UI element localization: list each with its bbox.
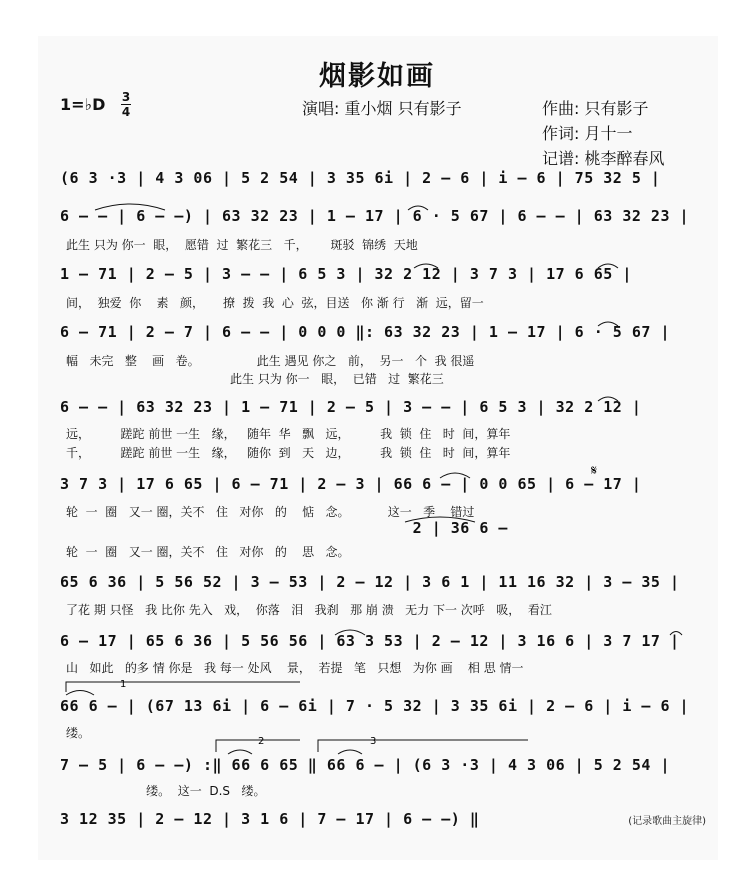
lyric-line-2: 此生 只为 你一 眼， 愿错 过 繁花三 千， 斑驳 锦绣 天地	[66, 238, 418, 252]
lyric-line-7: 了花 期 只怪 我 比你 先入 戏， 你落 泪 我刹 那 崩 溃 无力 下一 次呼 吸， 看江	[66, 603, 552, 617]
score-line-4: 6 – 71 | 2 – 7 | 6 – – | 0 0 0 ‖: 63 32 23 | 1 – 17 | 6 · 5 67 |	[60, 323, 670, 341]
time-signature-top: 3	[121, 90, 131, 104]
score-line-1: (6 3 ·3 | 4 3 06 | 5 2 54 | 3 35 6i | 2 – 6 | i – 6 | 75 32 5 |	[60, 169, 661, 187]
composer-credit: 作曲: 只有影子	[542, 99, 649, 118]
lyric-line-3: 间， 独爱 你 素 颜， 撩 拨 我 心 弦，目送 你 渐 行 渐 远，留一	[66, 296, 484, 310]
lyric-line-5a: 远， 蹉跎 前世 一生 缘， 随年 华 飘 远， 我 锁 住 时 间，算年	[66, 427, 511, 441]
score-line-2: 6 – – | 6 – –) | 63 32 23 | 1 – 17 | 6 · 5 67 | 6 – – | 63 32 23 |	[60, 207, 690, 225]
score-line-8: 6 – 17 | 65 6 36 | 5 56 56 | 63 3 53 | 2 – 12 | 3 16 6 | 3 7 17 |	[60, 632, 680, 650]
lyric-line-4a: 幅 未完 整 画 卷。 此生 遇见 你之 前， 另一 个 我 很遥	[66, 354, 475, 368]
volta-number-3: 3	[370, 736, 377, 747]
lyricist-credit: 作词: 月十一	[542, 124, 633, 143]
score-line-6-alt: 2 | 36 6 –	[60, 519, 518, 537]
lyric-line-9: 缕。	[66, 726, 91, 740]
score-line-3: 1 – 71 | 2 – 5 | 3 – – | 6 5 3 | 32 2 12 | 3 7 3 | 17 6 65 |	[60, 265, 632, 283]
lyric-line-10: 缕。 这一 D.S 缕。	[66, 784, 266, 798]
score-line-9: 66 6 – | (67 13 6i | 6 – 6i | 7 · 5 32 | 3 35 6i | 2 – 6 | i – 6 |	[60, 697, 690, 715]
lyric-line-6: 轮 一 圈 又一 圈，关不 住 对你 的 惦 念。 这一 季 错过	[66, 505, 475, 519]
lyric-line-8: 山 如此 的多 情 你是 我 每一 处风 景， 若提 笔 只想 为你 画 相 思 情一	[66, 661, 524, 675]
lyric-line-4b: 此生 只为 你一 眼， 已错 过 繁花三	[66, 372, 444, 386]
lyric-line-5b: 千， 蹉跎 前世 一生 缘， 随你 到 天 边， 我 锁 住 时 间，算年	[66, 446, 511, 460]
score-line-11: 3 12 35 | 2 – 12 | 3 1 6 | 7 – 17 | 6 – –) ‖	[60, 810, 480, 828]
time-signature	[121, 91, 131, 118]
score-line-10: 7 – 5 | 6 – –) :‖ 66 6 65 ‖ 66 6 – | (6 3 ·3 | 4 3 06 | 5 2 54 |	[60, 756, 670, 774]
time-signature-bottom: 4	[121, 105, 131, 119]
volta-number-2: 2	[258, 736, 265, 747]
transcriber-credit: 记谱: 桃李醉春风	[542, 149, 665, 168]
score-line-7: 65 6 36 | 5 56 52 | 3 – 53 | 2 – 12 | 3 6 1 | 11 16 32 | 3 – 35 |	[60, 573, 680, 591]
footer-note: (记录歌曲主旋律)	[628, 816, 706, 827]
singer-credit: 演唱: 重小烟 只有影子	[302, 99, 462, 118]
score-line-5: 6 – – | 63 32 23 | 1 – 71 | 2 – 5 | 3 – – | 6 5 3 | 32 2 12 |	[60, 398, 642, 416]
segno-sign: 𝄋	[591, 463, 598, 479]
key-signature: 1=♭D	[60, 95, 106, 114]
lyric-line-6-alt: 轮 一 圈 又一 圈，关不 住 对你 的 思 念。	[66, 545, 350, 559]
volta-number-1: 1	[120, 679, 127, 690]
song-title: 烟影如画	[319, 61, 435, 92]
score-line-6: 3 7 3 | 17 6 65 | 6 – 71 | 2 – 3 | 66 6 – | 0 0 65 | 6 – 17 |	[60, 475, 642, 493]
